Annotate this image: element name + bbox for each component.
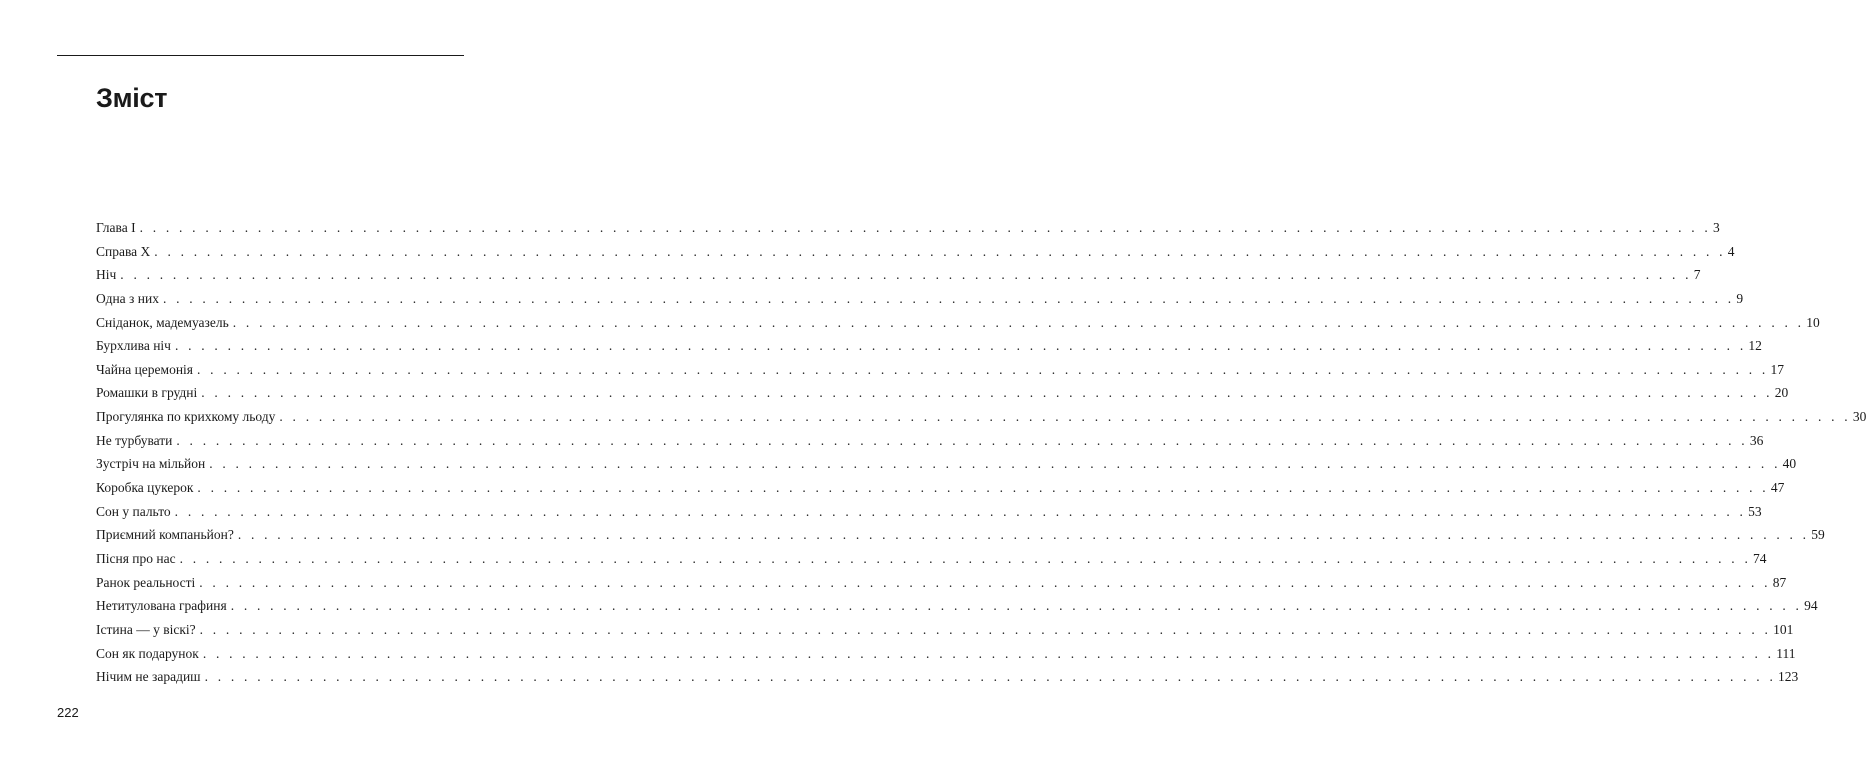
toc-entry bbox=[96, 642, 1796, 666]
toc-entry bbox=[96, 263, 1701, 287]
dot-leader: . . . . . . . . . . . . . . . . . . . . . . . . . . . . . . . . . . . . . . . . . . . . . . . . . . . . . . . . . . . . . . . . . . . . . . . . . . . . . . . . . . . . . . . . . . . . . . . . . . . . . . . . . . . . . . . . . . . . . . . . bbox=[204, 669, 1777, 685]
toc-entry-page: 4 bbox=[1727, 243, 1735, 259]
toc-entry-title: Сон у пальто bbox=[96, 503, 171, 519]
toc-entry bbox=[96, 500, 1762, 524]
toc-entry-page: 94 bbox=[1804, 598, 1818, 614]
toc-entry-title: Нічим не зарадиш bbox=[96, 669, 201, 685]
toc-entry bbox=[96, 547, 1767, 571]
dot-leader: . . . . . . . . . . . . . . . . . . . . . . . . . . . . . . . . . . . . . . . . . . . . . . . . . . . . . . . . . . . . . . . . . . . . . . . . . . . . . . . . . . . . . . . . . . . . . . . . . . . . . . . . . . . . . . . . . . . . . . . . bbox=[174, 503, 1747, 519]
toc-entry-page: 10 bbox=[1806, 314, 1820, 330]
toc-entry-title: Коробка цукерок bbox=[96, 480, 194, 496]
toc-entry-title: Зустріч на мільйон bbox=[96, 456, 206, 472]
toc-entry bbox=[96, 429, 1764, 453]
dot-leader: . . . . . . . . . . . . . . . . . . . . . . . . . . . . . . . . . . . . . . . . . . . . . . . . . . . . . . . . . . . . . . . . . . . . . . . . . . . . . . . . . . . . . . . . . . . . . . . . . . . . . . . . . . . . . . . . . . . . . . . . bbox=[197, 480, 1769, 496]
toc-entry-title: Справа X bbox=[96, 243, 151, 259]
dot-leader: . . . . . . . . . . . . . . . . . . . . . . . . . . . . . . . . . . . . . . . . . . . . . . . . . . . . . . . . . . . . . . . . . . . . . . . . . . . . . . . . . . . . . . . . . . . . . . . . . . . . . . . . . . . . . . . . . . . . . . . . bbox=[199, 574, 1771, 590]
dot-leader: . . . . . . . . . . . . . . . . . . . . . . . . . . . . . . . . . . . . . . . . . . . . . . . . . . . . . . . . . . . . . . . . . . . . . . . . . . . . . . . . . . . . . . . . . . . . . . . . . . . . . . . . . . . . . . . . . . . . . . . . bbox=[201, 385, 1773, 401]
toc-entry-page: 53 bbox=[1748, 503, 1762, 519]
toc-entry bbox=[96, 523, 1825, 547]
toc-entry-page: 87 bbox=[1772, 574, 1787, 590]
toc-entry-page: 59 bbox=[1811, 527, 1825, 543]
toc-entry bbox=[96, 665, 1799, 689]
dot-leader: . . . . . . . . . . . . . . . . . . . . . . . . . . . . . . . . . . . . . . . . . . . . . . . . . . . . . . . . . . . . . . . . . . . . . . . . . . . . . . . . . . . . . . . . . . . . . . . . . . . . . . . . . . . . . . . . . . . . . . . . bbox=[139, 220, 1712, 235]
toc-entry-page: 40 bbox=[1782, 456, 1797, 472]
toc-entry bbox=[96, 334, 1762, 358]
dot-leader: . . . . . . . . . . . . . . . . . . . . . . . . . . . . . . . . . . . . . . . . . . . . . . . . . . . . . . . . . . . . . . . . . . . . . . . . . . . . . . . . . . . . . . . . . . . . . . . . . . . . . . . . . . . . . . . . . . . . . . . . bbox=[279, 409, 1851, 425]
toc-entry-page: 74 bbox=[1753, 550, 1767, 566]
toc-entry-title: Ромашки в грудні bbox=[96, 385, 198, 401]
toc-entry-page: 3 bbox=[1713, 220, 1720, 235]
toc-entry-page: 20 bbox=[1774, 385, 1789, 401]
toc-entry-page: 12 bbox=[1748, 338, 1762, 354]
toc-entry-page: 7 bbox=[1693, 267, 1701, 283]
toc-entry bbox=[96, 216, 1720, 240]
dot-leader: . . . . . . . . . . . . . . . . . . . . . . . . . . . . . . . . . . . . . . . . . . . . . . . . . . . . . . . . . . . . . . . . . . . . . . . . . . . . . . . . . . . . . . . . . . . . . . . . . . . . . . . . . . . . . . . . . . . . . . . . bbox=[120, 267, 1692, 283]
dot-leader: . . . . . . . . . . . . . . . . . . . . . . . . . . . . . . . . . . . . . . . . . . . . . . . . . . . . . . . . . . . . . . . . . . . . . . . . . . . . . . . . . . . . . . . . . . . . . . . . . . . . . . . . . . . . . . . . . . . . . . . . bbox=[179, 550, 1752, 566]
table-of-contents bbox=[96, 216, 1866, 689]
toc-entry-title: Чайна церемонія bbox=[96, 361, 194, 377]
toc-entry-page: 111 bbox=[1776, 645, 1796, 661]
dot-leader: . . . . . . . . . . . . . . . . . . . . . . . . . . . . . . . . . . . . . . . . . . . . . . . . . . . . . . . . . . . . . . . . . . . . . . . . . . . . . . . . . . . . . . . . . . . . . . . . . . . . . . . . . . . . . . . . . . . . . . . . bbox=[202, 645, 1775, 661]
toc-entry-page: 123 bbox=[1778, 669, 1799, 685]
toc-entry-page: 30 bbox=[1852, 409, 1866, 425]
toc-entry-page: 47 bbox=[1770, 480, 1785, 496]
toc-entry-title: Не турбувати bbox=[96, 432, 173, 448]
dot-leader: . . . . . . . . . . . . . . . . . . . . . . . . . . . . . . . . . . . . . . . . . . . . . . . . . . . . . . . . . . . . . . . . . . . . . . . . . . . . . . . . . . . . . . . . . . . . . . . . . . . . . . . . . . . . . . . . . . . . . . . . bbox=[209, 456, 1781, 472]
toc-entry-title: Ніч bbox=[96, 267, 117, 283]
dot-leader: . . . . . . . . . . . . . . . . . . . . . . . . . . . . . . . . . . . . . . . . . . . . . . . . . . . . . . . . . . . . . . . . . . . . . . . . . . . . . . . . . . . . . . . . . . . . . . . . . . . . . . . . . . . . . . . . . . . . . . . . bbox=[230, 598, 1803, 614]
dot-leader: . . . . . . . . . . . . . . . . . . . . . . . . . . . . . . . . . . . . . . . . . . . . . . . . . . . . . . . . . . . . . . . . . . . . . . . . . . . . . . . . . . . . . . . . . . . . . . . . . . . . . . . . . . . . . . . . . . . . . . . . bbox=[174, 338, 1747, 354]
toc-entry bbox=[96, 618, 1794, 642]
toc-entry bbox=[96, 476, 1785, 500]
dot-leader: . . . . . . . . . . . . . . . . . . . . . . . . . . . . . . . . . . . . . . . . . . . . . . . . . . . . . . . . . . . . . . . . . . . . . . . . . . . . . . . . . . . . . . . . . . . . . . . . . . . . . . . . . . . . . . . . . . . . . . . . bbox=[199, 621, 1772, 637]
toc-entry bbox=[96, 358, 1784, 382]
toc-entry bbox=[96, 311, 1820, 335]
header-rule bbox=[57, 55, 464, 56]
toc-entry-title: Сніданок, мадемуазель bbox=[96, 314, 229, 330]
toc-entry bbox=[96, 240, 1735, 264]
toc-entry-title: Нетитулована графиня bbox=[96, 598, 227, 614]
dot-leader: . . . . . . . . . . . . . . . . . . . . . . . . . . . . . . . . . . . . . . . . . . . . . . . . . . . . . . . . . . . . . . . . . . . . . . . . . . . . . . . . . . . . . . . . . . . . . . . . . . . . . . . . . . . . . . . . . . . . . . . . bbox=[232, 314, 1805, 330]
toc-entry bbox=[96, 452, 1797, 476]
toc-entry-title: Сон як подарунок bbox=[96, 645, 199, 661]
toc-entry-page: 17 bbox=[1770, 361, 1784, 377]
toc-entry-title: Приємний компаньйон? bbox=[96, 527, 234, 543]
dot-leader: . . . . . . . . . . . . . . . . . . . . . . . . . . . . . . . . . . . . . . . . . . . . . . . . . . . . . . . . . . . . . . . . . . . . . . . . . . . . . . . . . . . . . . . . . . . . . . . . . . . . . . . . . . . . . . . . . . . . . . . . bbox=[176, 432, 1748, 448]
dot-leader: . . . . . . . . . . . . . . . . . . . . . . . . . . . . . . . . . . . . . . . . . . . . . . . . . . . . . . . . . . . . . . . . . . . . . . . . . . . . . . . . . . . . . . . . . . . . . . . . . . . . . . . . . . . . . . . . . . . . . . . . bbox=[154, 243, 1726, 259]
toc-entry bbox=[96, 571, 1787, 595]
toc-entry-page: 36 bbox=[1749, 432, 1764, 448]
toc-entry-title: Одна з них bbox=[96, 290, 159, 306]
toc-entry-title: Бурхлива ніч bbox=[96, 338, 171, 354]
dot-leader: . . . . . . . . . . . . . . . . . . . . . . . . . . . . . . . . . . . . . . . . . . . . . . . . . . . . . . . . . . . . . . . . . . . . . . . . . . . . . . . . . . . . . . . . . . . . . . . . . . . . . . . . . . . . . . . . . . . . . . . . bbox=[237, 527, 1810, 543]
toc-entry-title: Глава I bbox=[96, 220, 136, 235]
toc-entry-title: Ранок реальності bbox=[96, 574, 196, 590]
toc-entry-title: Прогулянка по крихкому льоду bbox=[96, 409, 276, 425]
toc-entry-page: 9 bbox=[1736, 290, 1744, 306]
dot-leader: . . . . . . . . . . . . . . . . . . . . . . . . . . . . . . . . . . . . . . . . . . . . . . . . . . . . . . . . . . . . . . . . . . . . . . . . . . . . . . . . . . . . . . . . . . . . . . . . . . . . . . . . . . . . . . . . . . . . . . . . bbox=[162, 290, 1735, 306]
toc-entry-page: 101 bbox=[1773, 621, 1794, 637]
toc-entry-title: Істина — у віскі? bbox=[96, 621, 196, 637]
toc-entry bbox=[96, 287, 1744, 311]
toc-entry-title: Пісня про нас bbox=[96, 550, 176, 566]
dot-leader: . . . . . . . . . . . . . . . . . . . . . . . . . . . . . . . . . . . . . . . . . . . . . . . . . . . . . . . . . . . . . . . . . . . . . . . . . . . . . . . . . . . . . . . . . . . . . . . . . . . . . . . . . . . . . . . . . . . . . . . . bbox=[197, 361, 1769, 377]
page-number: 222 bbox=[57, 705, 79, 720]
page-title: Зміст bbox=[96, 83, 168, 113]
toc-entry bbox=[96, 381, 1789, 405]
toc-entry bbox=[96, 405, 1866, 429]
toc-entry bbox=[96, 594, 1818, 618]
